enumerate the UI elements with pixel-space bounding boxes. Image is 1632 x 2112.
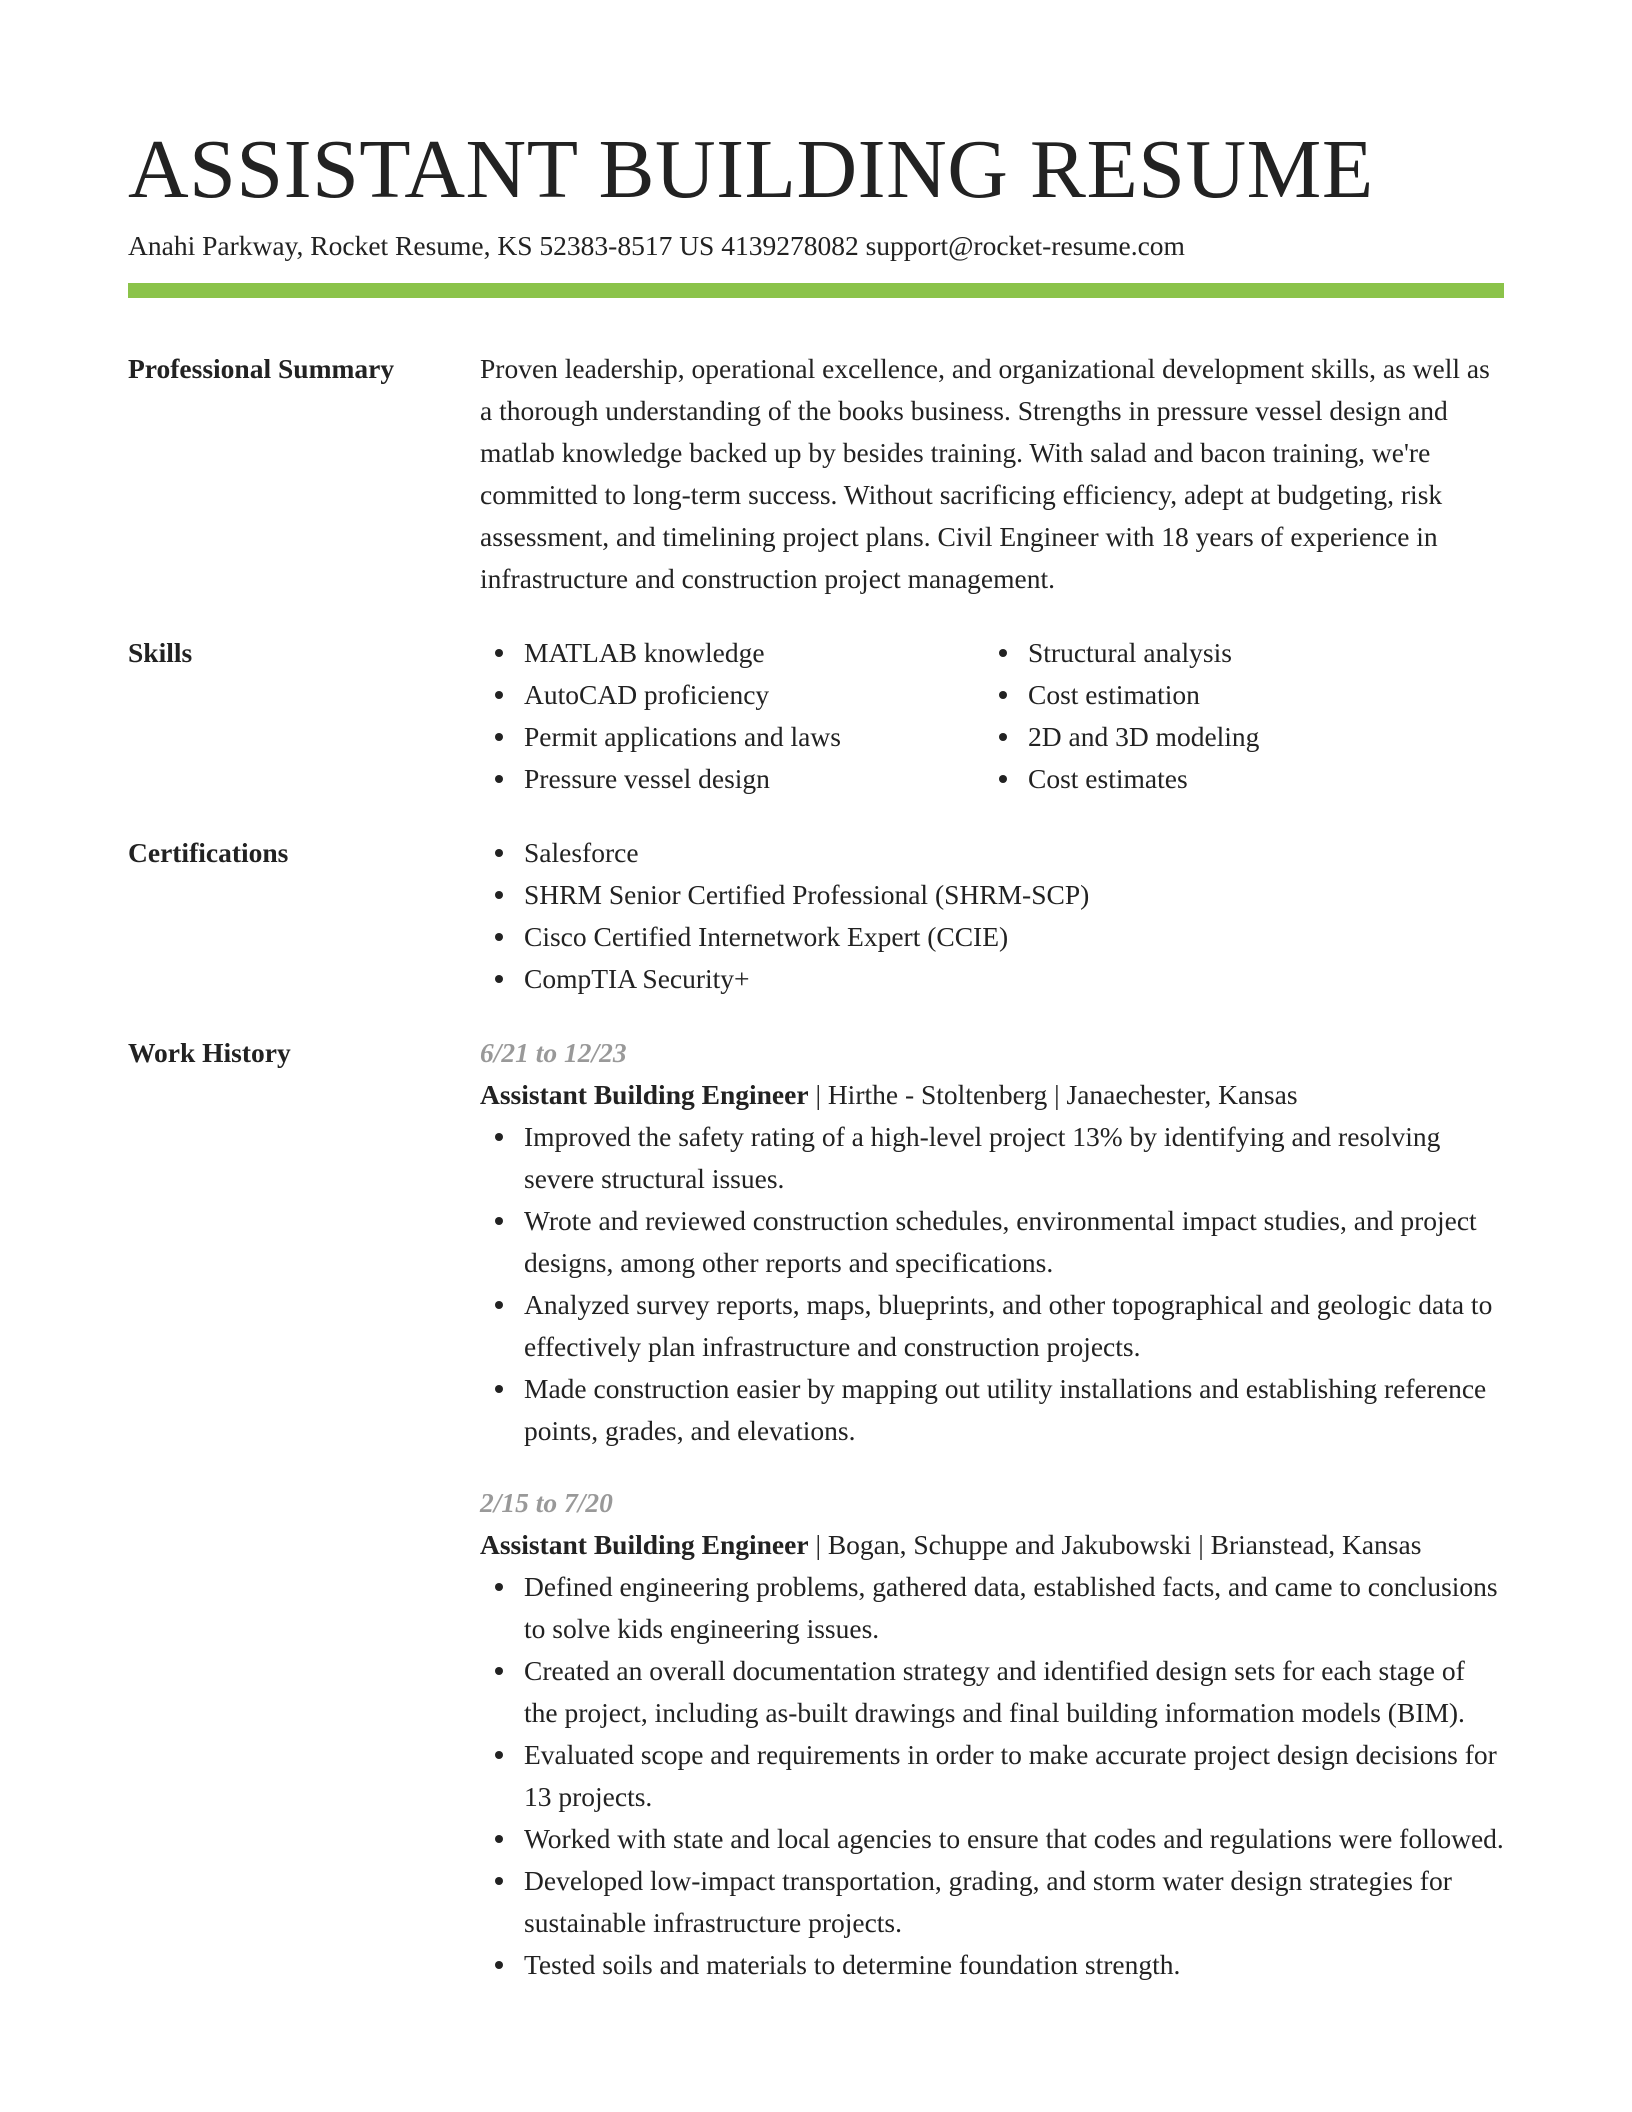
job-bullet: Evaluated scope and requirements in order to make accurate project design decisions for 13 projects. xyxy=(480,1734,1504,1818)
job-title-line xyxy=(480,1074,1504,1116)
job-bullet: Defined engineering problems, gathered data, established facts, and came to conclusions to solve kids engineering issues. xyxy=(480,1566,1504,1650)
skill-item: 2D and 3D modeling xyxy=(984,716,1488,758)
resume-title: ASSISTANT BUILDING RESUME xyxy=(128,123,1374,216)
certification-item: Salesforce xyxy=(480,832,1504,874)
skill-item: MATLAB knowledge xyxy=(480,632,984,674)
job-bullets xyxy=(480,1566,1504,1986)
job-bullets xyxy=(480,1116,1504,1452)
header-divider xyxy=(128,283,1504,298)
section-label-certifications: Certifications xyxy=(128,837,289,868)
skill-item: Permit applications and laws xyxy=(480,716,984,758)
resume-page xyxy=(128,122,1504,1986)
job-title-line xyxy=(480,1524,1504,1566)
skill-item: Cost estimation xyxy=(984,674,1488,716)
job-bullet: Worked with state and local agencies to ensure that codes and regulations were followed. xyxy=(480,1818,1504,1860)
job-bullet: Tested soils and materials to determine foundation strength. xyxy=(480,1944,1504,1986)
section-label-skills: Skills xyxy=(128,637,193,668)
summary-text: Proven leadership, operational excellence, and organizational development skills, as well as a thorough understanding of the books business. Strengths in pressure vessel design and matlab knowledge backed up by besides training. With salad and bacon training, we're committed to long-term success. Without sacrificing efficiency, adept at budgeting, risk assessment, and timelining project plans. Civil Engineer with 18 years of experience in infrastructure and construction project management. xyxy=(480,353,1490,594)
skill-item: Pressure vessel design xyxy=(480,758,984,800)
job-bullet: Improved the safety rating of a high-level project 13% by identifying and resolving severe structural issues. xyxy=(480,1116,1504,1200)
skill-item: Cost estimates xyxy=(984,758,1488,800)
work-history-section xyxy=(128,1032,1504,1986)
job-dates: 2/15 to 7/20 xyxy=(480,1487,613,1518)
job-dates: 6/21 to 12/23 xyxy=(480,1037,627,1068)
certification-item: SHRM Senior Certified Professional (SHRM-SCP) xyxy=(480,874,1504,916)
certifications-list xyxy=(480,832,1504,1000)
skill-item: AutoCAD proficiency xyxy=(480,674,984,716)
job-employer-location: | Hirthe - Stoltenberg | Janaechester, Kansas xyxy=(808,1079,1298,1110)
job-entry xyxy=(480,1482,1504,1986)
section-label-work-history: Work History xyxy=(128,1037,291,1068)
job-role: Assistant Building Engineer xyxy=(480,1079,809,1110)
skills-grid xyxy=(480,632,1504,800)
skills-section xyxy=(128,632,1504,800)
job-entry xyxy=(480,1032,1504,1452)
job-bullet: Developed low-impact transportation, grading, and storm water design strategies for sustainable infrastructure projects. xyxy=(480,1860,1504,1944)
certifications-section xyxy=(128,832,1504,1000)
job-employer-location: | Bogan, Schuppe and Jakubowski | Brianstead, Kansas xyxy=(808,1529,1422,1560)
professional-summary-section xyxy=(128,348,1504,600)
job-role: Assistant Building Engineer xyxy=(480,1529,809,1560)
job-bullet: Wrote and reviewed construction schedules, environmental impact studies, and project designs, among other reports and specifications. xyxy=(480,1200,1504,1284)
job-bullet: Made construction easier by mapping out utility installations and establishing reference points, grades, and elevations. xyxy=(480,1368,1504,1452)
job-bullet: Created an overall documentation strategy and identified design sets for each stage of the project, including as-built drawings and final building information models (BIM). xyxy=(480,1650,1504,1734)
skills-list-right xyxy=(984,632,1488,800)
certification-item: Cisco Certified Internetwork Expert (CCIE) xyxy=(480,916,1504,958)
contact-line: Anahi Parkway, Rocket Resume, KS 52383-8517 US 4139278082 support@rocket-resume.com xyxy=(128,230,1185,261)
certification-item: CompTIA Security+ xyxy=(480,958,1504,1000)
section-label-summary: Professional Summary xyxy=(128,353,395,384)
job-bullet: Analyzed survey reports, maps, blueprints, and other topographical and geologic data to effectively plan infrastructure and construction projects. xyxy=(480,1284,1504,1368)
skill-item: Structural analysis xyxy=(984,632,1488,674)
skills-list-left xyxy=(480,632,984,800)
